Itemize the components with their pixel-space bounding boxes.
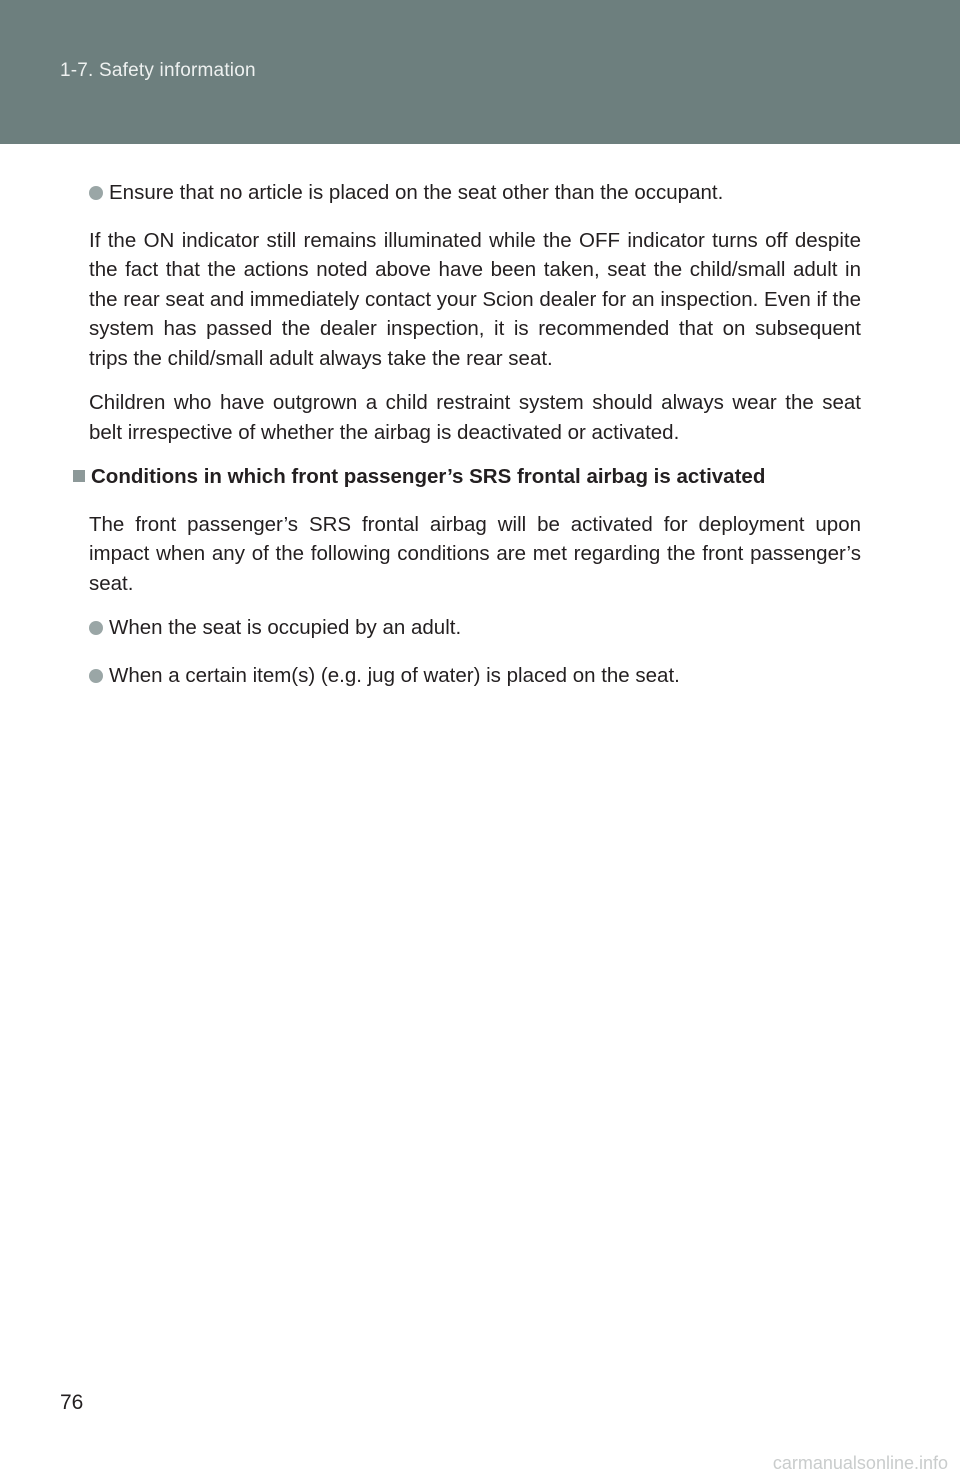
content-body xyxy=(89,178,861,708)
section-heading xyxy=(73,462,861,492)
bullet-dot-icon xyxy=(89,669,103,683)
section-title: 1-7. Safety information xyxy=(60,60,256,81)
paragraph: If the ON indicator still remains illuminated while the OFF indicator turns off despite the fact that the actions noted above have been taken, seat the child/small adult in the rear seat and immediately contact your Scion dealer for an inspection. Even if the system has passed the dealer inspection, it is recommended that on subsequent trips the child/small adult always take the rear seat. xyxy=(89,228,861,370)
square-bullet-icon xyxy=(73,470,85,482)
paragraph: Children who have outgrown a child restraint system should always wear the seat belt irrespective of whether the airbag is deactivated or activated. xyxy=(89,391,861,444)
bullet-text: When the seat is occupied by an adult. xyxy=(109,616,462,639)
bullet-item xyxy=(89,613,861,643)
bullet-dot-icon xyxy=(89,186,103,200)
watermark: carmanualsonline.info xyxy=(772,1453,948,1473)
bullet-item xyxy=(89,661,861,691)
bullet-item xyxy=(89,178,861,208)
section-heading-text: Conditions in which front passenger’s SRS frontal airbag is activated xyxy=(91,465,766,488)
bullet-dot-icon xyxy=(89,621,103,635)
paragraph: The front passenger’s SRS frontal airbag will be activated for deployment upon impact when any of the following conditions are met regarding the front passenger’s seat. xyxy=(89,512,861,595)
page-number: 76 xyxy=(60,1391,84,1414)
bullet-text: Ensure that no article is placed on the seat other than the occupant. xyxy=(109,181,724,204)
bullet-text: When a certain item(s) (e.g. jug of water) is placed on the seat. xyxy=(109,663,680,687)
